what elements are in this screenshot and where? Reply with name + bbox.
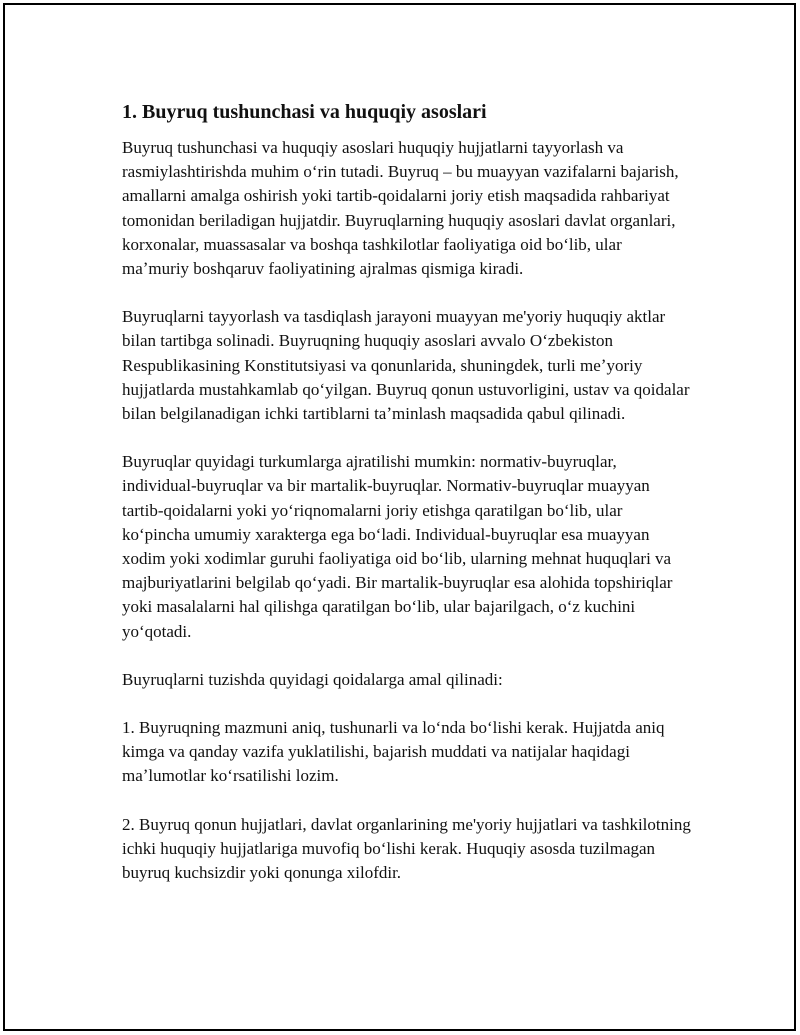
paragraph-rule-1: 1. Buyruqning mazmuni aniq, tushunarli va loʻnda boʻlishi kerak. Hujjatda aniq kimga va qanday vazifa yuklatilishi, bajarish muddati va natijalar haqidagi maʼlumotlar koʻrsatilishi lozim. [122,718,665,786]
paragraph-rule-2: 2. Buyruq qonun hujjatlari, davlat organlarining me'yoriy hujjatlari va tashkilotning ichki huquqiy hujjatlariga muvofiq boʻlishi kerak. Huquqiy asosda tuzilmagan buyruq kuchsizdir yoki qonunga xilofdir. [122,814,691,883]
paragraph-rules-intro: Buyruqlarni tuzishda quyidagi qoidalarga amal qilinadi: [122,669,503,689]
page-frame [3,3,796,1031]
paragraph-order-types: Buyruqlar quyidagi turkumlarga ajratilishi mumkin: normativ-buyruqlar, individual-buyruqlar va bir martalik-buyruqlar. Normativ-buyruqlar muayyan tartib-qoidalarni yoki yoʻriqnomalarni joriy etishga qaratilgan boʻlib, ular koʻpincha umumiy xarakterga ega boʻladi. Individual-buyruqlar esa muayyan xodim yoki xodimlar guruhi faoliyatiga oid boʻlib, ularning mehnat huquqlari va majburiyatlarini belgilab qoʻyadi. Bir martalik-buyruqlar esa alohida topshiriqlar yoki masalalarni hal qilishga qaratilgan boʻlib, ular bajarilgach, oʻz kuchini yoʻqotadi. [122,452,673,641]
paragraph-legal-basis: Buyruqlarni tayyorlash va tasdiqlash jarayoni muayyan me'yoriy huquqiy aktlar bilan tartibga solinadi. Buyruqning huquqiy asoslari avvalo Oʻzbekiston Respublikasining Konstitutsiyasi va qonunlarida, shuningdek, turli meʼyoriy hujjatlarda mustahkamlab qoʻyilgan. Buyruq qonun ustuvorligini, ustav va qoidalar bilan belgilanadigan ichki tartiblarni taʼminlash maqsadida qabul qilinadi. [122,307,690,424]
section-heading: 1. Buyruq tushunchasi va huquqiy asoslari [122,101,487,123]
document-body [122,99,692,909]
paragraph-definition: Buyruq tushunchasi va huquqiy asoslari huquqiy hujjatlarni tayyorlash va rasmiylashtirishda muhim oʻrin tutadi. Buyruq – bu muayyan vazifalarni bajarish, amallarni amalga oshirish yoki tartib-qoidalarni joriy etish maqsadida rahbariyat tomonidan beriladigan hujjatdir. Buyruqlarning huquqiy asoslari davlat organlari, korxonalar, muassasalar va boshqa tashkilotlar faoliyatiga oid boʻlib, ular maʼmuriy boshqaruv faoliyatining ajralmas qismiga kiradi. [122,138,679,279]
